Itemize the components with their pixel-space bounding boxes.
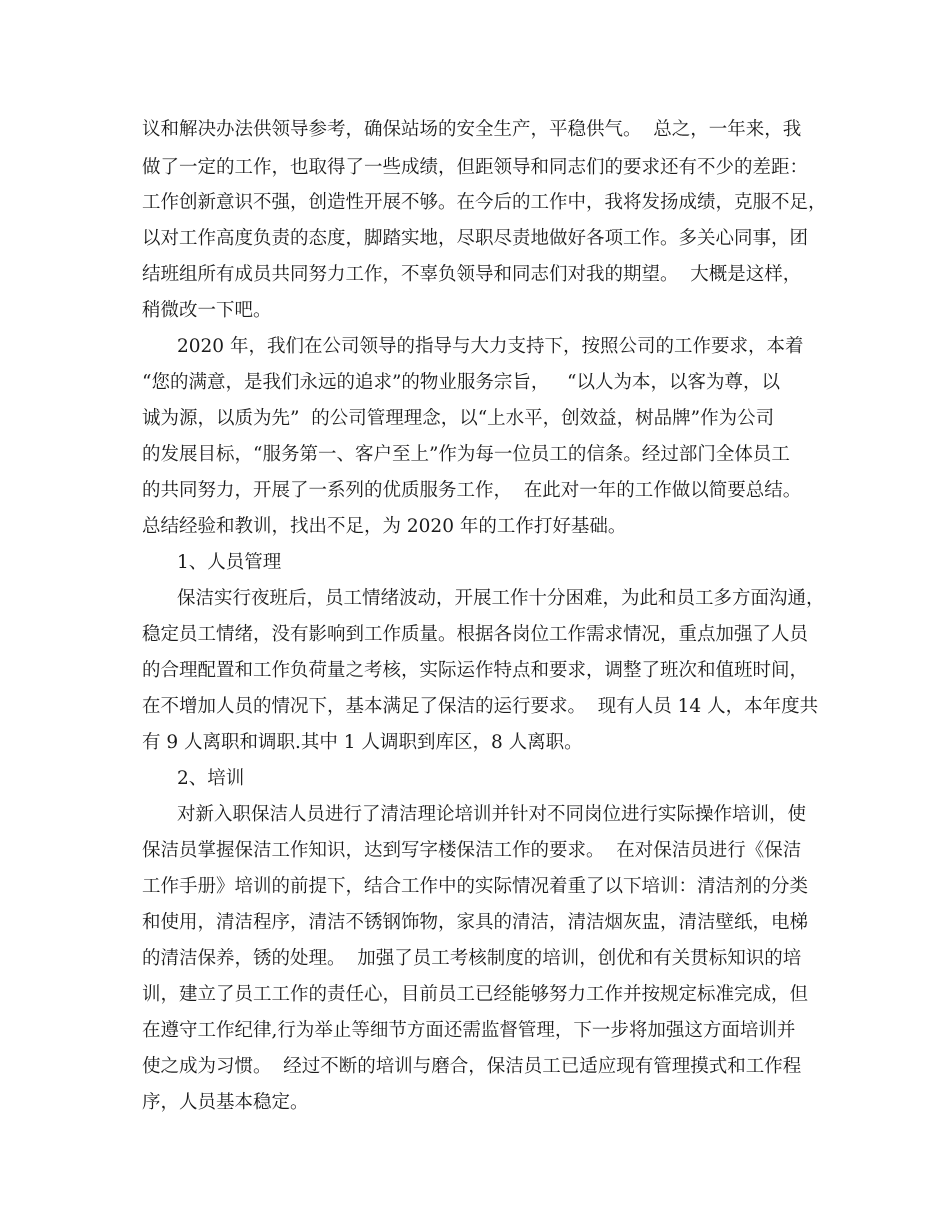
text-line: 做了一定的工作，也取得了一些成绩，但距领导和同志们的要求还有不少的差距： (142, 157, 809, 178)
text-line: 以对工作高度负责的态度，脚踏实地，尽职尽责地做好各项工作。多关心同事，团 (142, 228, 809, 249)
text-line: 和使用，清洁程序，清洁不锈钢饰物，家具的清洁，清洁烟灰盅，清洁壁纸，电梯 (142, 912, 809, 933)
text-line: 的共同努力，开展了一系列的优质服务工作， 在此对一年的工作做以简要总结。 (142, 480, 802, 501)
text-line: 训，建立了员工工作的责任心，目前员工已经能够努力工作并按规定标准完成，但 (142, 984, 809, 1005)
text-line: 稍微改一下吧。 (142, 300, 272, 321)
paragraph-first-line: 对新入职保洁人员进行了清洁理论培训并针对不同岗位进行实际操作培训，使 (177, 804, 807, 825)
text-line: 保洁员掌握保洁工作知识，达到写字楼保洁工作的要求。 在对保洁员进行《保洁 (142, 840, 802, 861)
text-line: 序，人员基本稳定。 (142, 1092, 309, 1113)
section-heading: 1、人员管理 (177, 552, 282, 573)
text-line: 工作创新意识不强，创造性开展不够。在今后的工作中，我将发扬成绩，克服不足， (142, 192, 827, 213)
text-line: 的清洁保养，锈的处理。 加强了员工考核制度的培训，创优和有关贯标知识的培 (142, 948, 802, 969)
paragraph-first-line: 保洁实行夜班后，员工情绪波动，开展工作十分困难，为此和员工多方面沟通， (177, 588, 825, 609)
text-line: 的发展目标，“服务第一、客户至上”作为每一位员工的信条。经过部门全体员工 (142, 444, 790, 465)
text-line: “您的满意，是我们永远的追求”的物业服务宗旨， “以人为本，以客为尊，以 (142, 372, 781, 393)
text-line: 议和解决办法供领导参考，确保站场的安全生产，平稳供气。 总之，一年来，我 (142, 119, 802, 140)
text-line: 结班组所有成员共同努力工作，不辜负领导和同志们对我的期望。 大概是这样， (142, 264, 802, 285)
text-line: 稳定员工情绪，没有影响到工作质量。根据各岗位工作需求情况，重点加强了人员 (142, 624, 809, 645)
text-line: 有 9 人离职和调职.其中 1 人调职到库区，8 人离职。 (142, 732, 583, 753)
text-line: 总结经验和教训，找出不足，为 2020 年的工作打好基础。 (142, 516, 627, 537)
paragraph-first-line: 2020 年，我们在公司领导的指导与大力支持下，按照公司的工作要求，本着 (177, 336, 804, 357)
section-heading: 2、培训 (177, 768, 245, 789)
text-line: 工作手册》培训的前提下，结合工作中的实际情况着重了以下培训：清洁剂的分类 (142, 876, 809, 897)
text-line: 使之成为习惯。 经过不断的培训与磨合，保洁员工已适应现有管理摸式和工作程 (142, 1056, 802, 1077)
text-line: 的合理配置和工作负荷量之考核，实际运作特点和要求，调整了班次和值班时间， (142, 660, 809, 681)
text-line: 在遵守工作纪律,行为举止等细节方面还需监督管理，下一步将加强这方面培训并 (142, 1020, 796, 1041)
text-line: 在不增加人员的情况下，基本满足了保洁的运行要求。 现有人员 14 人，本年度共 (142, 696, 819, 717)
text-line: 诚为源，以质为先” 的公司管理理念，以“上水平，创效益，树品牌”作为公司 (142, 408, 775, 429)
